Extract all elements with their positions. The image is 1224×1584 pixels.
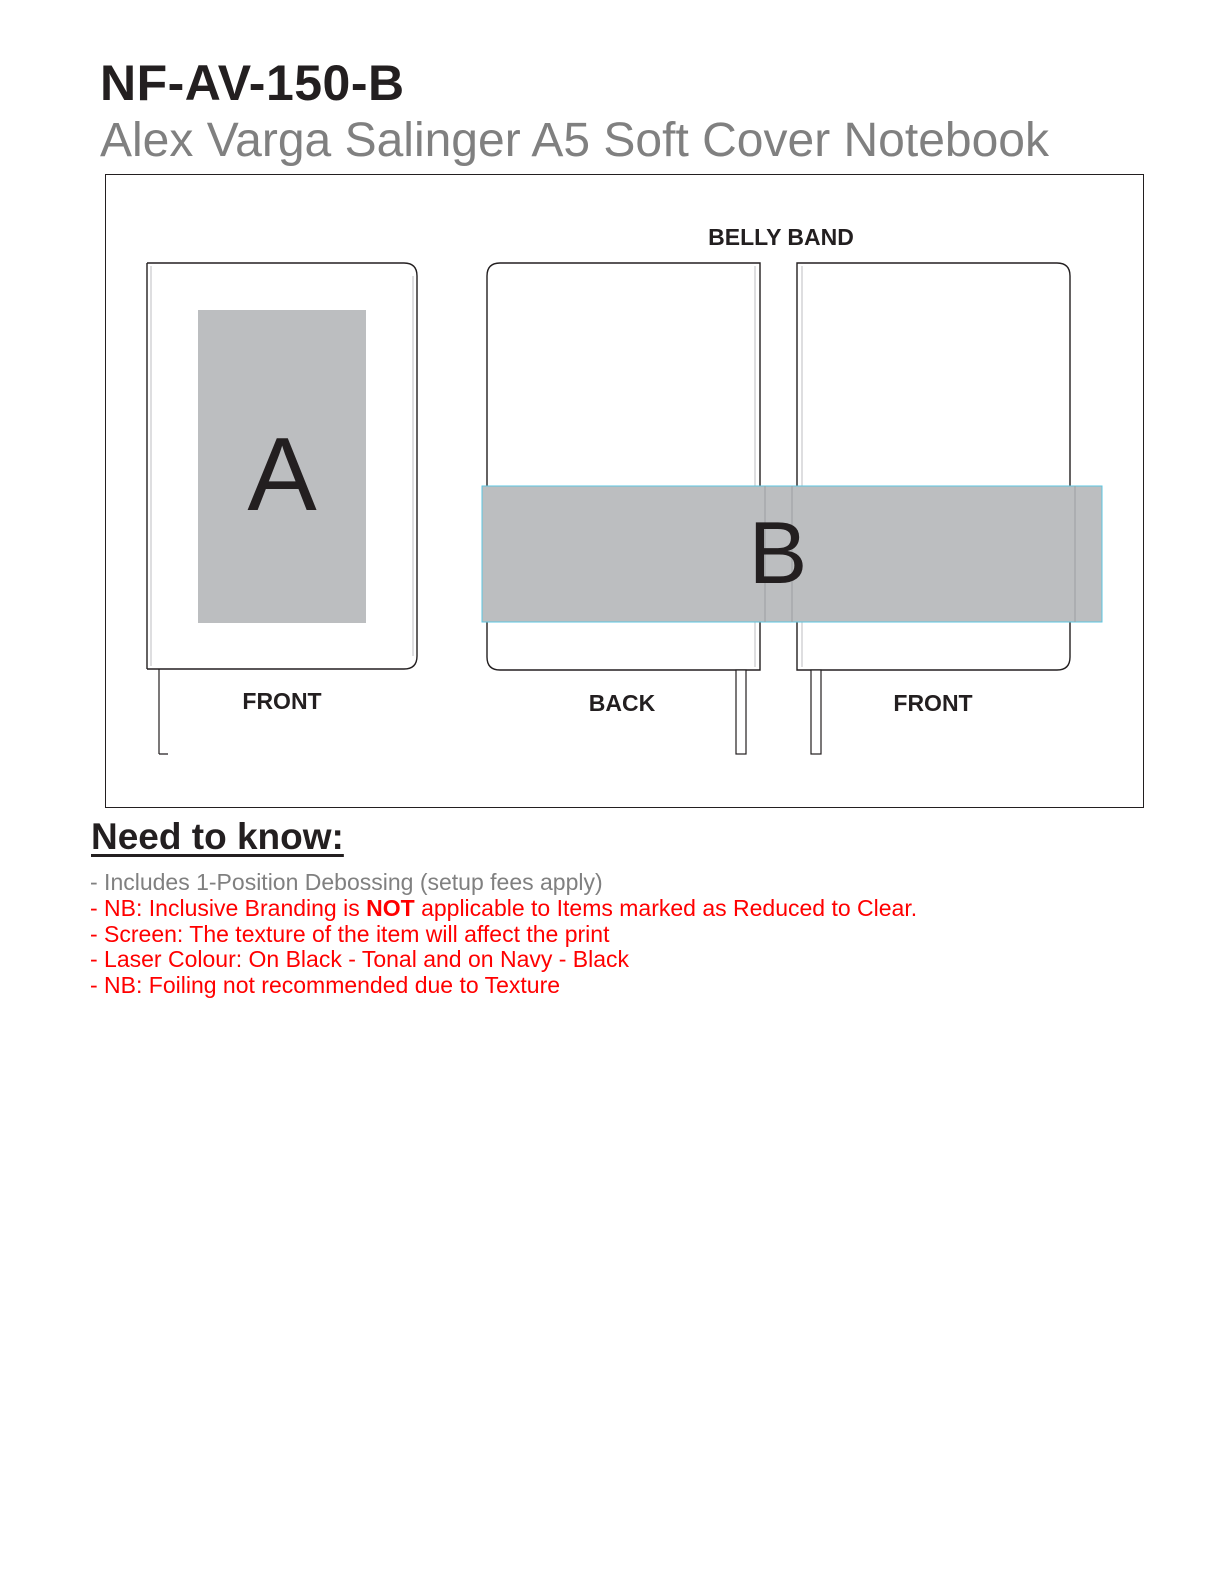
spread-front-view-label: FRONT xyxy=(893,690,973,716)
print-area-b-letter: B xyxy=(748,503,808,602)
need-to-know-heading: Need to know: xyxy=(91,816,344,857)
ribbon-bookmark-back xyxy=(736,670,746,754)
note-inclusive-branding-emphasis: NOT xyxy=(366,894,415,921)
back-view-label: BACK xyxy=(588,690,656,716)
product-code: NF-AV-150-B xyxy=(100,55,405,111)
note-debossing: - Includes 1-Position Debossing (setup fees apply) xyxy=(90,869,603,895)
note-laser-colour: - Laser Colour: On Black - Tonal and on Navy - Black xyxy=(90,946,630,973)
print-area-a-letter: A xyxy=(247,417,317,533)
note-inclusive-branding-suffix: applicable to Items marked as Reduced to Clear. xyxy=(414,894,918,921)
need-to-know-list xyxy=(90,870,917,999)
note-foiling: - NB: Foiling not recommended due to Texture xyxy=(90,972,561,999)
note-screen-print: - Screen: The texture of the item will affect the print xyxy=(90,920,610,947)
belly-band-label: BELLY BAND xyxy=(708,224,854,250)
note-inclusive-branding xyxy=(90,896,917,922)
ribbon-bookmark-spread-front xyxy=(811,670,821,754)
product-name: Alex Varga Salinger A5 Soft Cover Notebook xyxy=(100,114,1049,167)
note-inclusive-branding-prefix: - NB: Inclusive Branding is xyxy=(90,894,367,921)
front-view-label: FRONT xyxy=(242,688,322,714)
ribbon-bookmark-front xyxy=(159,669,168,754)
